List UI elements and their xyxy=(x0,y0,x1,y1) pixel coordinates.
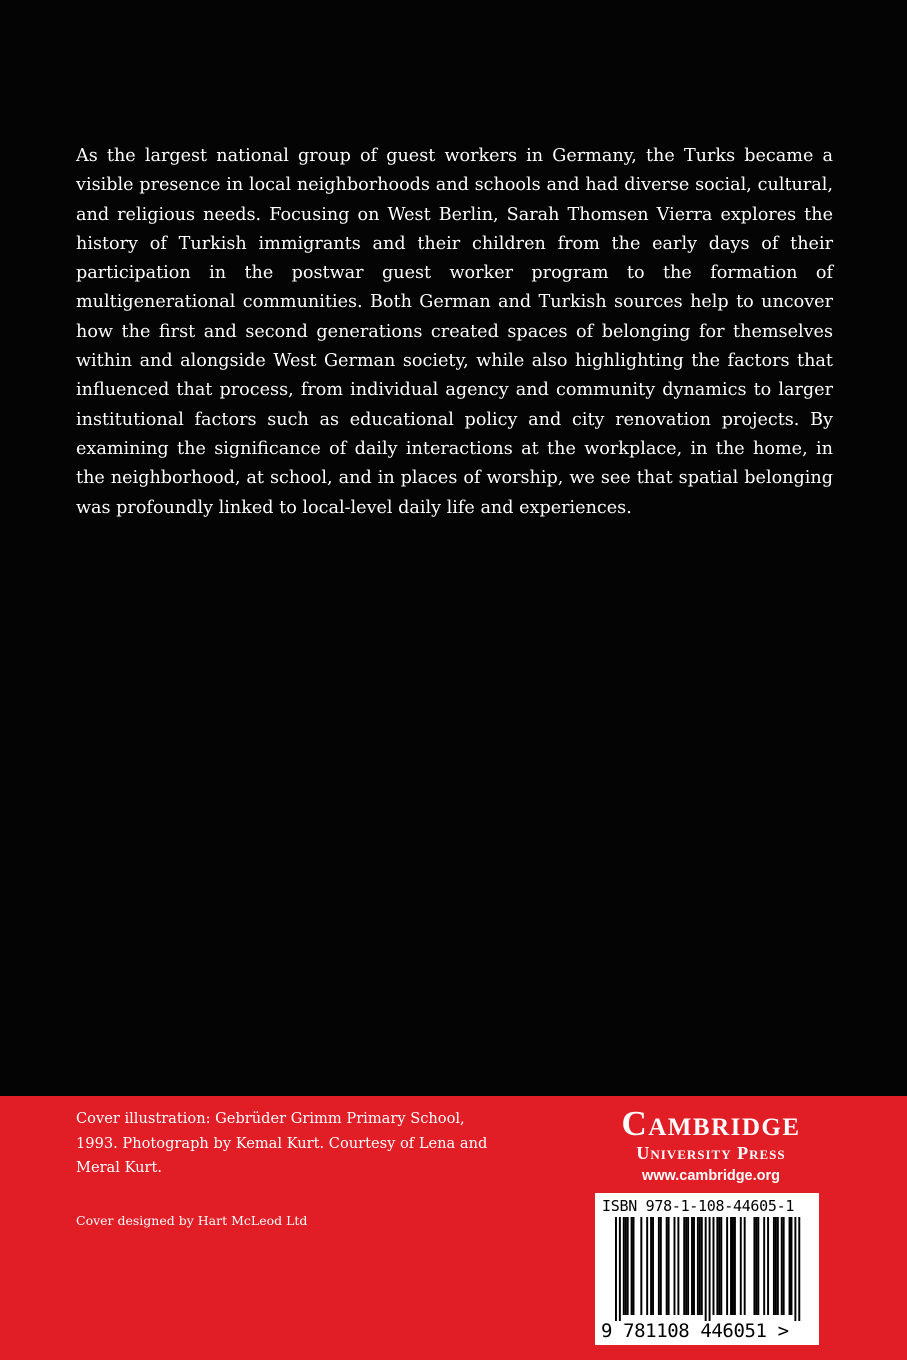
barcode-bar xyxy=(693,1217,695,1315)
barcode-bar xyxy=(619,1217,621,1321)
barcode-bar xyxy=(720,1217,722,1315)
barcode-bar xyxy=(732,1217,734,1315)
ean-digits: 9 781108 446051 > xyxy=(601,1320,789,1342)
barcode-bar xyxy=(798,1217,800,1321)
barcode-bar xyxy=(615,1217,617,1321)
barcode-bar xyxy=(713,1217,715,1315)
barcode-bar xyxy=(631,1217,633,1315)
barcode-bar xyxy=(687,1217,689,1315)
barcode-bar xyxy=(701,1217,703,1315)
barcode-bar xyxy=(697,1217,699,1315)
barcode-bar xyxy=(709,1217,711,1321)
barcode-bar xyxy=(789,1217,791,1315)
barcode-bar xyxy=(794,1217,796,1321)
cover-illustration-credit: Cover illustration: Gebrüder Grimm Primary School, 1993. Photograph by Kemal Kurt. Courtesy of Lena and Meral Kurt. xyxy=(76,1110,488,1176)
barcode-bar xyxy=(767,1217,769,1315)
barcode-bar xyxy=(627,1217,629,1315)
barcode-bar xyxy=(783,1217,785,1315)
barcode-bar xyxy=(660,1217,662,1315)
isbn-label: ISBN 978-1-108-44605-1 xyxy=(602,1197,795,1215)
barcode-bar xyxy=(730,1217,732,1315)
barcode-bar xyxy=(652,1217,654,1315)
barcode-bar xyxy=(658,1217,660,1315)
barcode-bar xyxy=(668,1217,670,1315)
barcode-bar xyxy=(716,1217,718,1315)
barcode-bar xyxy=(718,1217,720,1315)
barcode-bars xyxy=(601,1217,813,1321)
barcode-bar xyxy=(691,1217,693,1315)
barcode-bar xyxy=(734,1217,736,1315)
barcode-bar xyxy=(666,1217,668,1315)
publisher-url: www.cambridge.org xyxy=(641,1168,781,1184)
barcode-bar xyxy=(623,1217,625,1315)
barcode-bar xyxy=(699,1217,701,1315)
barcode-bar xyxy=(763,1217,765,1315)
barcode-bar xyxy=(726,1217,728,1315)
barcode-bar xyxy=(677,1217,679,1315)
cover-designer-credit: Cover designed by Hart McLeod Ltd xyxy=(76,1213,308,1228)
barcode-bar xyxy=(744,1217,746,1315)
barcode-bar xyxy=(650,1217,652,1315)
barcode-bar xyxy=(791,1217,793,1315)
barcode-bar xyxy=(775,1217,777,1315)
barcode-bar xyxy=(625,1217,627,1315)
barcode-bar xyxy=(773,1217,775,1315)
barcode-bar xyxy=(674,1217,676,1315)
barcode-bar xyxy=(705,1217,707,1321)
publisher-name: Cambridge xyxy=(621,1104,801,1143)
barcode-bar xyxy=(646,1217,648,1315)
barcode-bar xyxy=(633,1217,635,1315)
isbn-barcode xyxy=(595,1193,819,1345)
barcode-bar xyxy=(777,1217,779,1315)
barcode-bar xyxy=(640,1217,642,1315)
publisher-logo xyxy=(596,1106,826,1186)
barcode-bar xyxy=(781,1217,783,1315)
barcode-bar xyxy=(685,1217,687,1315)
barcode-bar xyxy=(740,1217,742,1315)
publisher-subtitle: University Press xyxy=(636,1143,786,1163)
book-description: As the largest national group of guest workers in Germany, the Turks became a visible presence in local neighborhoods and schools and had diverse social, cultural, and religious needs. Focusing on West Berlin, Sarah Thomsen Vierra explores the history of Turkish immigrants and their children from the early days of their participation in the postwar guest worker program to the formation of multigenerational communities. Both German and Turkish sources help to uncover how the first and second generations created spaces of belonging for themselves within and alongside West German society, while also highlighting the factors that influenced that process, from individual agency and community dynamics to larger institutional factors such as educational policy and city renovation projects. By examining the significance of daily interactions at the workplace, in the home, in the neighborhood, at school, and in places of worship, we see that spatial belonging was profoundly linked to local-level daily life and experiences. xyxy=(76,146,833,518)
barcode-bar xyxy=(757,1217,759,1315)
barcode-bar xyxy=(753,1217,755,1315)
barcode-bar xyxy=(683,1217,685,1315)
barcode-bar xyxy=(755,1217,757,1315)
